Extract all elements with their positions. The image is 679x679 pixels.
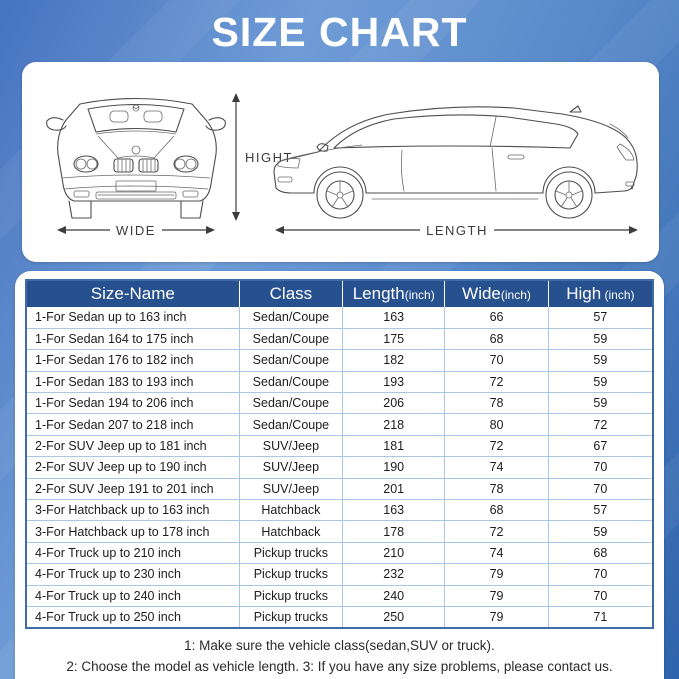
table-cell: 70 xyxy=(548,478,653,499)
table-cell: 1-For Sedan 207 to 218 inch xyxy=(26,414,239,435)
table-cell: Sedan/Coupe xyxy=(239,393,342,414)
table-cell: 1-For Sedan 183 to 193 inch xyxy=(26,371,239,392)
table-cell: Sedan/Coupe xyxy=(239,371,342,392)
table-cell: 80 xyxy=(445,414,548,435)
table-cell: 163 xyxy=(343,307,445,328)
table-cell: 68 xyxy=(445,328,548,349)
height-dimension xyxy=(232,93,293,221)
table-cell: 70 xyxy=(445,350,548,371)
table-cell: Pickup trucks xyxy=(239,564,342,585)
table-cell: SUV/Jeep xyxy=(239,478,342,499)
table-cell: 59 xyxy=(548,393,653,414)
table-cell: 163 xyxy=(343,500,445,521)
table-cell: Sedan/Coupe xyxy=(239,414,342,435)
table-cell: 68 xyxy=(445,500,548,521)
width-dimension-label: WIDE xyxy=(116,223,156,238)
table-cell: 1-For Sedan 164 to 175 inch xyxy=(26,328,239,349)
table-cell: Hatchback xyxy=(239,521,342,542)
table-cell: 70 xyxy=(548,564,653,585)
table-cell: 70 xyxy=(548,585,653,606)
size-chart-table xyxy=(25,279,654,629)
table-cell: 2-For SUV Jeep up to 190 inch xyxy=(26,457,239,478)
table-row xyxy=(26,500,653,521)
car-dimensions-diagram xyxy=(22,62,659,260)
table-cell: 190 xyxy=(343,457,445,478)
column-header: Wide(inch) xyxy=(445,280,548,307)
car-front-view-drawing xyxy=(47,99,226,219)
table-cell: 201 xyxy=(343,478,445,499)
table-cell: 218 xyxy=(343,414,445,435)
table-cell: 2-For SUV Jeep 191 to 201 inch xyxy=(26,478,239,499)
table-cell: 67 xyxy=(548,435,653,456)
table-cell: 72 xyxy=(445,371,548,392)
table-cell: 178 xyxy=(343,521,445,542)
table-row xyxy=(26,328,653,349)
length-dimension-label: LENGTH xyxy=(426,223,488,238)
table-cell: 4-For Truck up to 250 inch xyxy=(26,606,239,627)
table-cell: 79 xyxy=(445,585,548,606)
table-cell: 72 xyxy=(548,414,653,435)
table-cell: Sedan/Coupe xyxy=(239,307,342,328)
table-cell: 57 xyxy=(548,500,653,521)
table-row xyxy=(26,393,653,414)
size-table-body xyxy=(26,307,653,628)
table-cell: Hatchback xyxy=(239,500,342,521)
note-line-2: 2: Choose the model as vehicle length. 3: If you have any size problems, please contact us. xyxy=(66,658,613,674)
table-cell: 210 xyxy=(343,542,445,563)
table-cell: 1-For Sedan 194 to 206 inch xyxy=(26,393,239,414)
table-cell: 182 xyxy=(343,350,445,371)
length-dimension xyxy=(275,223,638,238)
note-line-1: 1: Make sure the vehicle class(sedan,SUV or truck). xyxy=(184,637,495,653)
table-row xyxy=(26,414,653,435)
table-cell: 3-For Hatchback up to 163 inch xyxy=(26,500,239,521)
table-cell: 250 xyxy=(343,606,445,627)
width-dimension xyxy=(57,223,215,238)
table-cell: 181 xyxy=(343,435,445,456)
table-cell: 78 xyxy=(445,478,548,499)
table-cell: Pickup trucks xyxy=(239,585,342,606)
table-cell: 57 xyxy=(548,307,653,328)
table-row xyxy=(26,350,653,371)
table-cell: Pickup trucks xyxy=(239,606,342,627)
table-cell: 240 xyxy=(343,585,445,606)
table-cell: 74 xyxy=(445,542,548,563)
table-cell: 79 xyxy=(445,564,548,585)
table-cell: 66 xyxy=(445,307,548,328)
car-side-view-drawing xyxy=(274,106,637,218)
table-row xyxy=(26,521,653,542)
table-cell: 4-For Truck up to 240 inch xyxy=(26,585,239,606)
size-table-header-row xyxy=(26,280,653,307)
size-chart-panel xyxy=(15,271,664,679)
table-row xyxy=(26,457,653,478)
table-cell: 68 xyxy=(548,542,653,563)
table-row xyxy=(26,307,653,328)
table-row xyxy=(26,606,653,627)
table-cell: 71 xyxy=(548,606,653,627)
table-cell: 175 xyxy=(343,328,445,349)
table-cell: 193 xyxy=(343,371,445,392)
table-cell: 74 xyxy=(445,457,548,478)
table-cell: 59 xyxy=(548,371,653,392)
page-title: SIZE CHART xyxy=(211,9,468,55)
table-cell: 1-For Sedan 176 to 182 inch xyxy=(26,350,239,371)
table-cell: 232 xyxy=(343,564,445,585)
table-cell: Pickup trucks xyxy=(239,542,342,563)
table-row xyxy=(26,371,653,392)
table-cell: 72 xyxy=(445,521,548,542)
table-cell: 2-For SUV Jeep up to 181 inch xyxy=(26,435,239,456)
table-cell: SUV/Jeep xyxy=(239,457,342,478)
table-cell: 78 xyxy=(445,393,548,414)
diagram-panel xyxy=(22,62,659,262)
table-cell: 1-For Sedan up to 163 inch xyxy=(26,307,239,328)
table-row xyxy=(26,542,653,563)
usage-notes xyxy=(25,636,654,678)
column-header: Class xyxy=(239,280,342,307)
table-cell: 79 xyxy=(445,606,548,627)
column-header: Length(inch) xyxy=(343,280,445,307)
table-cell: 70 xyxy=(548,457,653,478)
table-cell: 4-For Truck up to 210 inch xyxy=(26,542,239,563)
column-header: Size-Name xyxy=(26,280,239,307)
table-cell: 4-For Truck up to 230 inch xyxy=(26,564,239,585)
table-cell: 72 xyxy=(445,435,548,456)
table-row xyxy=(26,435,653,456)
height-dimension-label: HIGHT xyxy=(245,150,293,165)
table-cell: 59 xyxy=(548,521,653,542)
table-cell: SUV/Jeep xyxy=(239,435,342,456)
table-cell: 59 xyxy=(548,328,653,349)
table-cell: 59 xyxy=(548,350,653,371)
table-row xyxy=(26,478,653,499)
column-header: High (inch) xyxy=(548,280,653,307)
table-cell: 206 xyxy=(343,393,445,414)
table-row xyxy=(26,585,653,606)
table-row xyxy=(26,564,653,585)
table-cell: Sedan/Coupe xyxy=(239,350,342,371)
table-cell: 3-For Hatchback up to 178 inch xyxy=(26,521,239,542)
table-cell: Sedan/Coupe xyxy=(239,328,342,349)
